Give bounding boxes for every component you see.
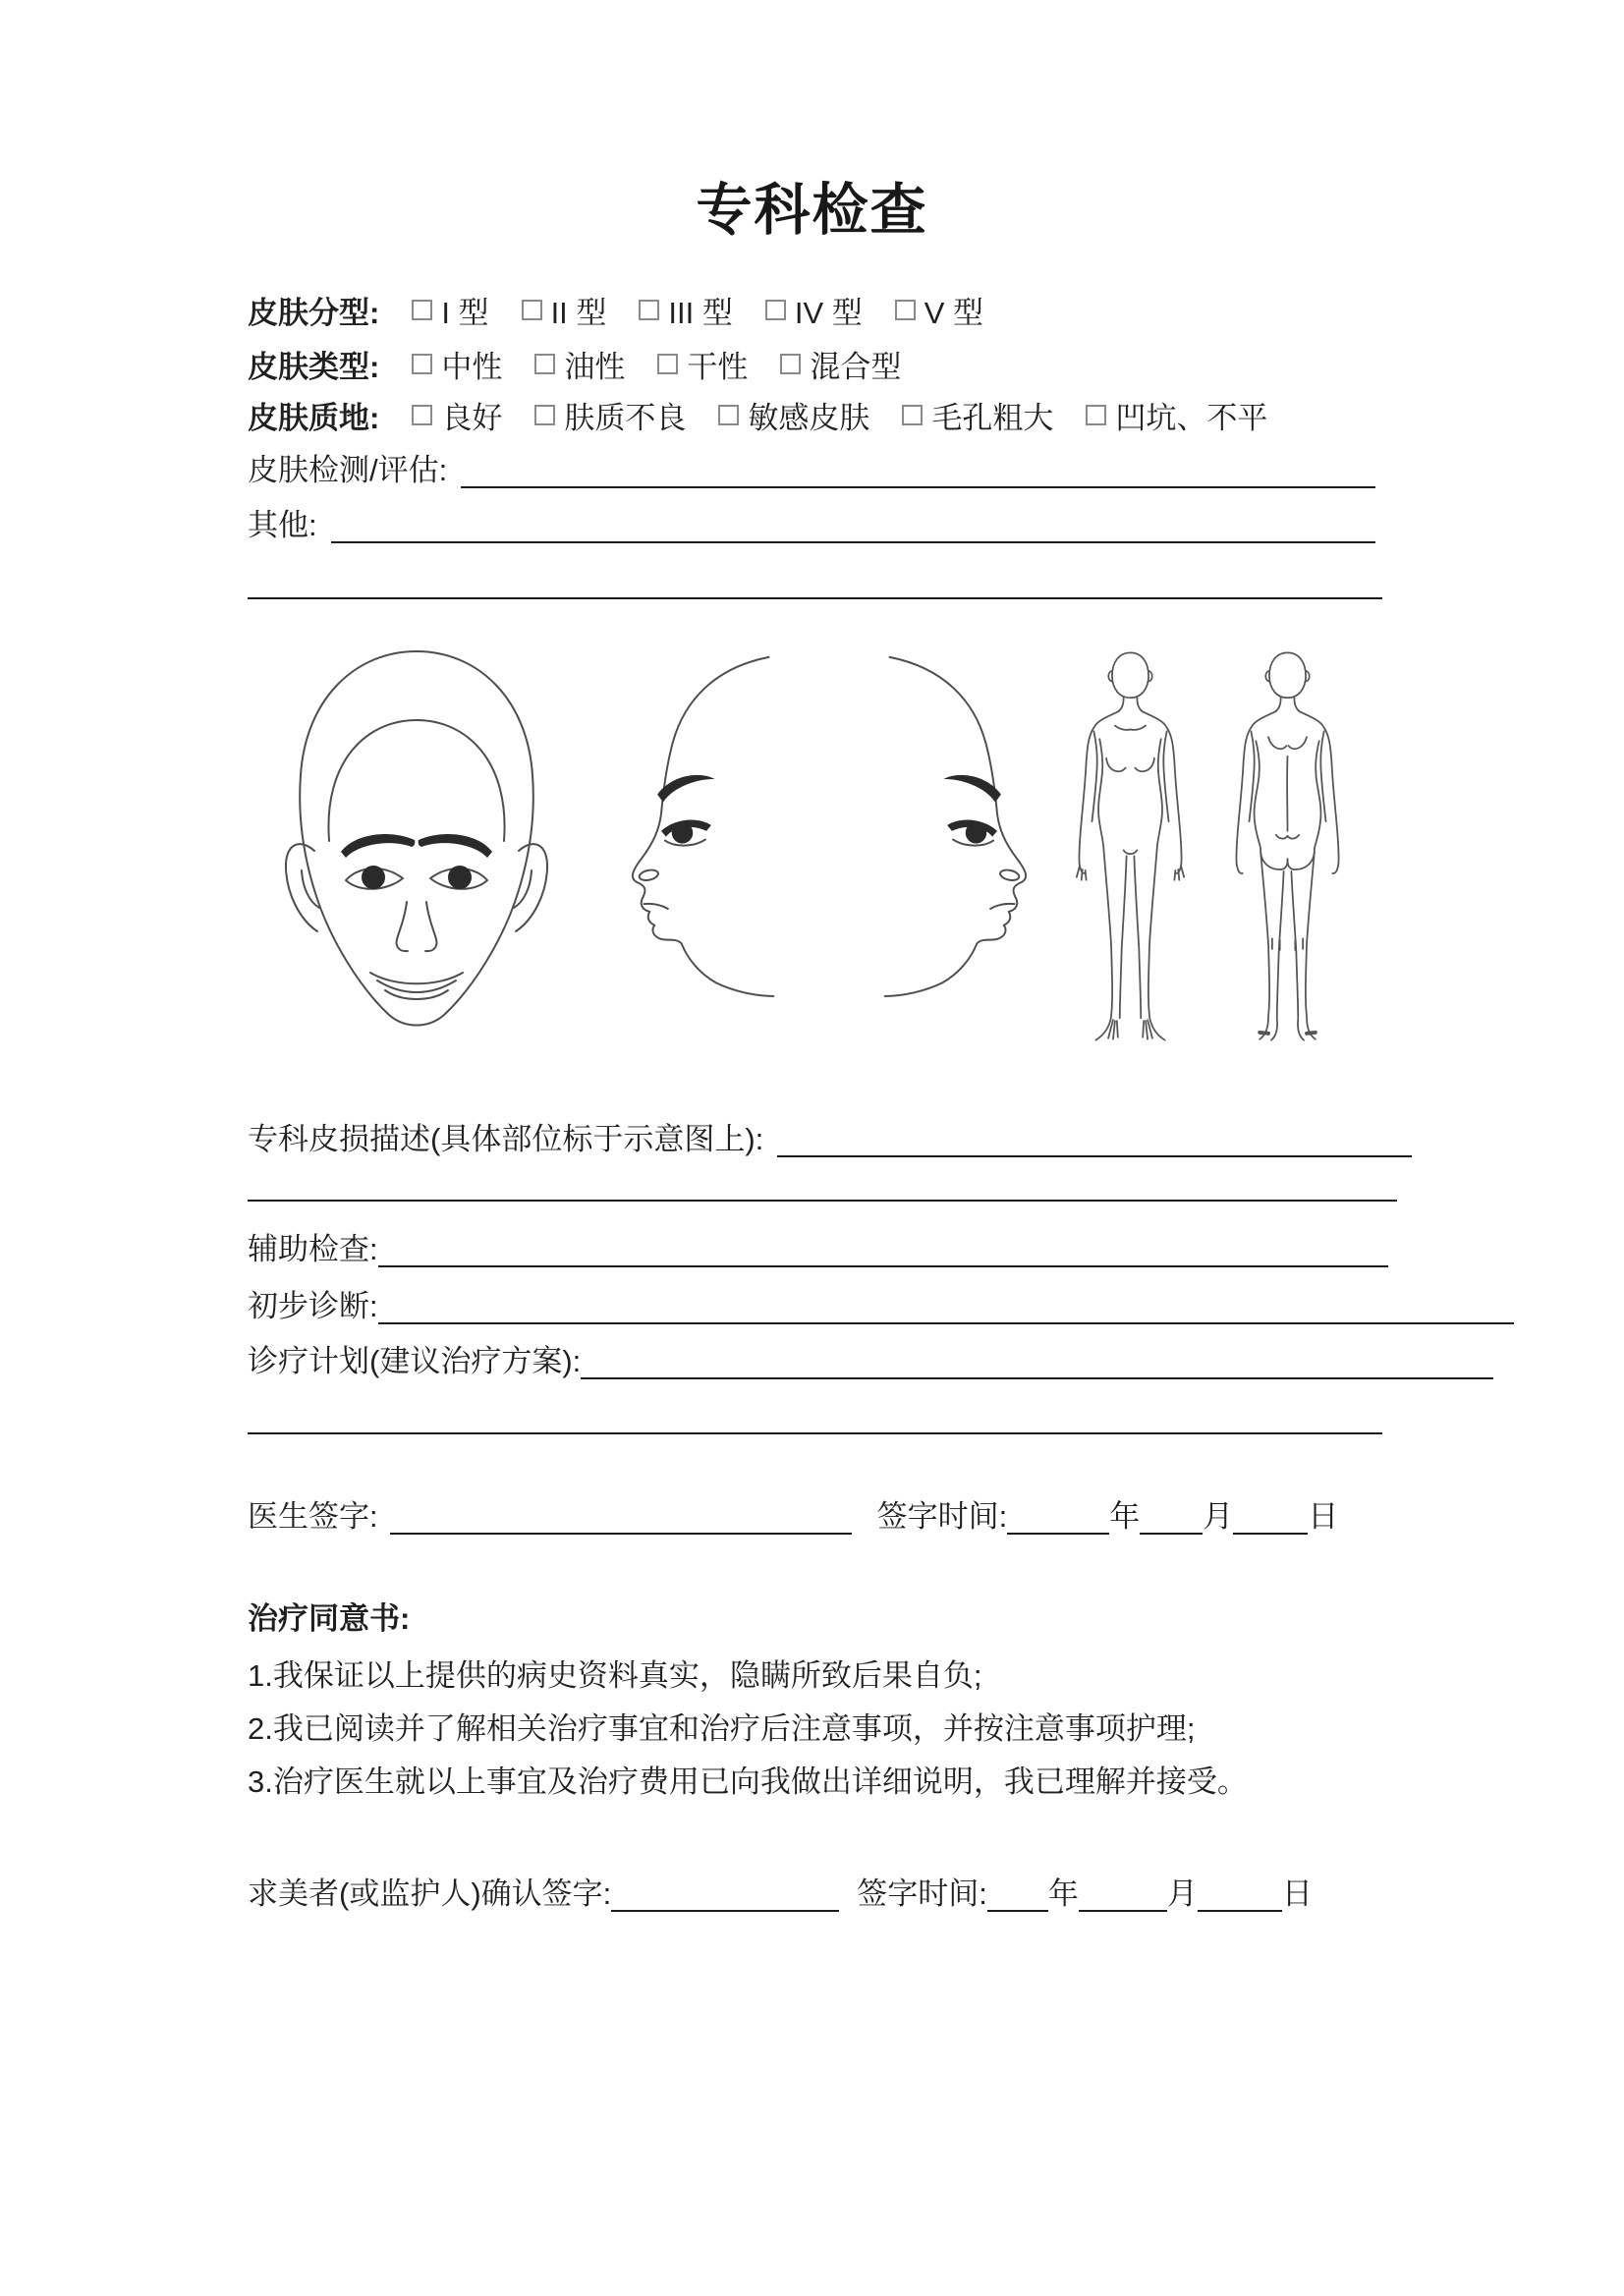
month-label: 月 — [1166, 1876, 1198, 1911]
skin-eval-row — [248, 447, 1375, 488]
checkbox[interactable] — [534, 405, 555, 425]
option-dry[interactable] — [657, 342, 748, 386]
aux-exam-row — [248, 1226, 1388, 1267]
confirm-day-line[interactable] — [1198, 1871, 1282, 1912]
treatment-plan-continuation-line[interactable] — [248, 1432, 1382, 1434]
treatment-plan-row — [248, 1338, 1493, 1379]
sign-year-line[interactable] — [1007, 1493, 1109, 1535]
option-label: 油性 — [564, 349, 626, 384]
face-front-diagram[interactable] — [269, 644, 564, 1052]
aux-exam-label: 辅助检查: — [248, 1232, 378, 1266]
option-label: 敏感皮肤 — [748, 400, 870, 435]
option-label: 肤质不良 — [564, 400, 687, 435]
lesion-desc-label: 专科皮损描述(具体部位标于示意图上): — [248, 1122, 764, 1156]
client-confirm-signature-row — [248, 1871, 1313, 1912]
other-label: 其他: — [248, 508, 317, 542]
checkbox[interactable] — [639, 300, 659, 320]
option-type-4[interactable] — [765, 288, 863, 332]
option-sensitive[interactable] — [718, 393, 869, 437]
consent-heading: 治疗同意书: — [248, 1601, 411, 1636]
face-profile-right-diagram[interactable] — [863, 652, 1045, 1036]
option-type-2[interactable] — [522, 288, 607, 332]
option-label: II 型 — [550, 295, 607, 330]
page-title: 专科检查 — [696, 179, 928, 242]
skin-typing-row — [248, 290, 983, 329]
year-label: 年 — [1109, 1499, 1141, 1534]
option-label: IV 型 — [794, 295, 863, 330]
option-neutral[interactable] — [412, 342, 502, 386]
skin-eval-line[interactable] — [461, 447, 1375, 488]
checkbox[interactable] — [412, 405, 432, 425]
sign-month-line[interactable] — [1140, 1493, 1203, 1535]
confirm-month-line[interactable] — [1079, 1871, 1167, 1912]
checkbox[interactable] — [1086, 405, 1106, 425]
option-label: 中性 — [441, 349, 503, 384]
option-poor-texture[interactable] — [534, 393, 686, 437]
option-label: 凹坑、不平 — [1115, 400, 1268, 435]
option-mixed[interactable] — [780, 342, 901, 386]
client-confirm-label: 求美者(或监护人)确认签字: — [248, 1876, 612, 1911]
doctor-signature-row — [248, 1493, 1338, 1535]
option-label: 混合型 — [810, 349, 902, 384]
checkbox[interactable] — [522, 300, 542, 320]
skin-texture-row — [248, 395, 1267, 434]
skin-typing-label: 皮肤分型: — [248, 295, 380, 330]
option-label: I 型 — [441, 295, 489, 330]
skin-eval-label: 皮肤检测/评估: — [248, 453, 448, 487]
preliminary-diagnosis-label: 初步诊断: — [248, 1289, 378, 1323]
doctor-signature-label: 医生签字: — [248, 1499, 378, 1534]
option-label: III 型 — [668, 295, 733, 330]
other-line[interactable] — [331, 502, 1375, 543]
day-label: 日 — [1308, 1499, 1339, 1534]
checkbox[interactable] — [657, 354, 678, 374]
checkbox[interactable] — [534, 354, 555, 374]
confirm-year-line[interactable] — [987, 1871, 1048, 1912]
confirm-time-label: 签字时间: — [857, 1876, 987, 1911]
client-signature-line[interactable] — [611, 1871, 839, 1912]
other-continuation-line[interactable] — [248, 597, 1382, 599]
option-label: 毛孔粗大 — [931, 400, 1054, 435]
option-type-5[interactable] — [895, 288, 983, 332]
lesion-desc-row — [248, 1116, 1412, 1157]
face-profile-left-diagram[interactable] — [613, 652, 796, 1036]
lesion-desc-continuation-line[interactable] — [248, 1200, 1397, 1202]
checkbox[interactable] — [412, 300, 432, 320]
other-row — [248, 502, 1375, 543]
option-oily[interactable] — [534, 342, 625, 386]
treatment-plan-label: 诊疗计划(建议治疗方案): — [248, 1344, 582, 1378]
treatment-plan-line[interactable] — [581, 1338, 1493, 1379]
sign-day-line[interactable] — [1233, 1493, 1308, 1535]
preliminary-diagnosis-row — [248, 1283, 1514, 1324]
option-label: 干性 — [687, 349, 749, 384]
day-label: 日 — [1281, 1876, 1313, 1911]
skin-texture-label: 皮肤质地: — [248, 400, 380, 435]
skin-kind-row — [248, 344, 901, 383]
option-pits-uneven[interactable] — [1086, 393, 1267, 437]
year-label: 年 — [1047, 1876, 1079, 1911]
consent-item-3: 3.治疗医生就以上事宜及治疗费用已向我做出详细说明，我已理解并接受。 — [248, 1764, 1248, 1799]
checkbox[interactable] — [718, 405, 739, 425]
option-type-1[interactable] — [412, 288, 488, 332]
option-label: V 型 — [924, 295, 984, 330]
sign-time-label: 签字时间: — [876, 1499, 1008, 1534]
checkbox[interactable] — [780, 354, 801, 374]
option-good[interactable] — [412, 393, 502, 437]
checkbox[interactable] — [902, 405, 923, 425]
body-front-diagram[interactable] — [1071, 648, 1191, 1047]
option-type-3[interactable] — [639, 288, 732, 332]
lesion-desc-line[interactable] — [777, 1116, 1412, 1157]
month-label: 月 — [1203, 1499, 1234, 1534]
checkbox[interactable] — [895, 300, 916, 320]
option-large-pores[interactable] — [902, 393, 1053, 437]
consent-item-1: 1.我保证以上提供的病史资料真实，隐瞒所致后果自负; — [248, 1658, 982, 1693]
option-label: 良好 — [441, 400, 503, 435]
skin-kind-label: 皮肤类型: — [248, 349, 380, 384]
body-back-diagram[interactable] — [1228, 648, 1348, 1047]
preliminary-diagnosis-line[interactable] — [378, 1283, 1514, 1324]
checkbox[interactable] — [765, 300, 786, 320]
aux-exam-line[interactable] — [378, 1226, 1388, 1267]
doctor-signature-line[interactable] — [390, 1493, 852, 1535]
consent-item-2: 2.我已阅读并了解相关治疗事宜和治疗后注意事项，并按注意事项护理; — [248, 1711, 1196, 1746]
checkbox[interactable] — [412, 354, 432, 374]
